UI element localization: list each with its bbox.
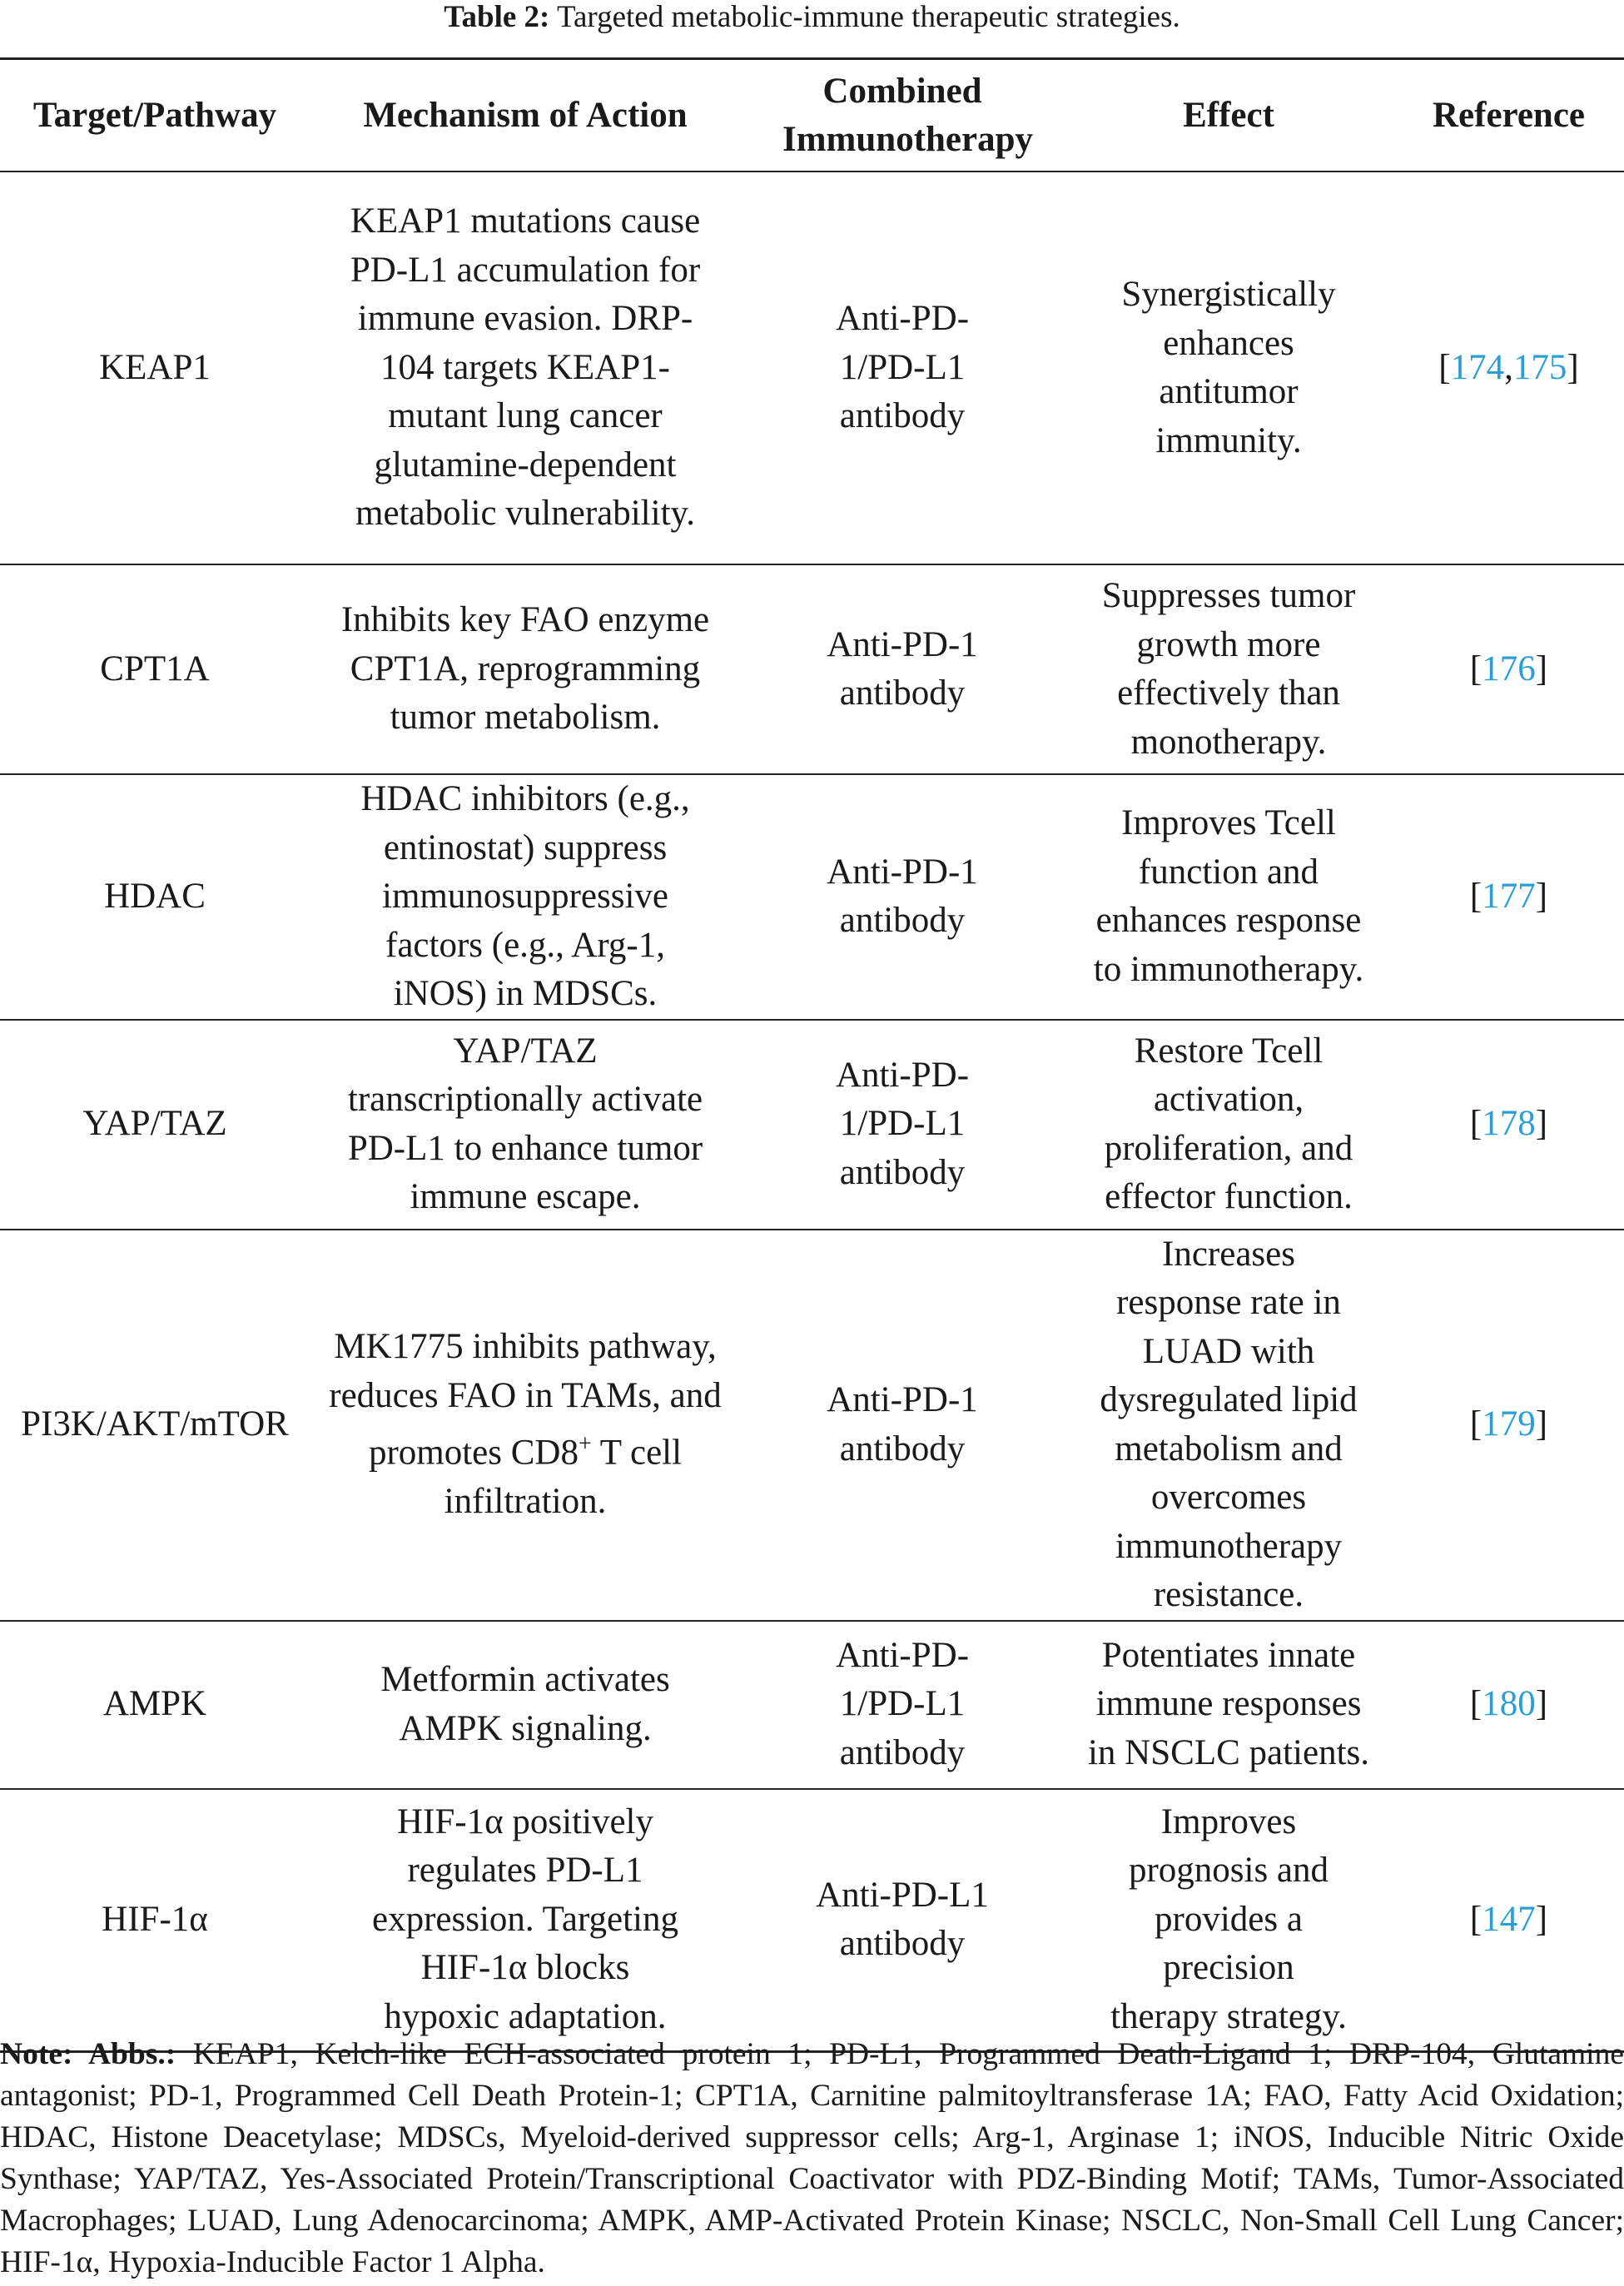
- table-row: [0, 1621, 1624, 1789]
- header-immunotherapy: Combined Immunotherapy: [741, 59, 1064, 172]
- cell-reference: [178]: [1393, 1020, 1624, 1230]
- note-label: Note: Abbs.:: [0, 2037, 176, 2071]
- cell-target: KEAP1: [0, 171, 310, 564]
- table-row: [0, 1789, 1624, 2052]
- reference-link[interactable]: 175: [1512, 347, 1567, 387]
- table-row: [0, 171, 1624, 564]
- header-mechanism: Mechanism of Action: [310, 59, 741, 172]
- cell-mechanism: [310, 1230, 741, 1621]
- cell-effect: Synergistically enhances antitumor immunity.: [1064, 171, 1393, 564]
- cell-reference: [176]: [1393, 564, 1624, 774]
- cell-immunotherapy: Anti-PD-1 antibody: [741, 564, 1064, 774]
- superscript-plus: +: [578, 1431, 592, 1458]
- cell-reference: [177]: [1393, 774, 1624, 1020]
- header-target: Target/Pathway: [0, 59, 310, 172]
- cell-reference: [174,175]: [1393, 171, 1624, 564]
- mechanism-text: MK1775 inhibits pathway, reduces FAO in TAMs, and promotes CD8: [329, 1327, 722, 1473]
- reference-link[interactable]: 147: [1482, 1899, 1536, 1939]
- cell-effect: Improves prognosis and provides a precision therapy strategy.: [1064, 1789, 1393, 2052]
- cell-target: HIF-1α: [0, 1789, 310, 2052]
- cell-mechanism: HIF-1α positively regulates PD-L1 expression. Targeting HIF-1α blocks hypoxic adaptation.: [310, 1789, 741, 2052]
- cell-effect: Increases response rate in LUAD with dysregulated lipid metabolism and overcomes immunotherapy resistance.: [1064, 1230, 1393, 1621]
- cell-reference: [147]: [1393, 1789, 1624, 2052]
- header-reference: Reference: [1393, 59, 1624, 172]
- cell-immunotherapy: Anti-PD-1 antibody: [741, 1230, 1064, 1621]
- cell-effect: Potentiates innate immune responses in NSCLC patients.: [1064, 1621, 1393, 1789]
- reference-link[interactable]: 179: [1482, 1404, 1536, 1444]
- cell-mechanism: KEAP1 mutations cause PD-L1 accumulation for immune evasion. DRP-104 targets KEAP1-mutant lung cancer glutamine-dependent metabolic vulnerability.: [310, 171, 741, 564]
- cell-immunotherapy: Anti-PD-1/PD-L1 antibody: [741, 171, 1064, 564]
- strategies-table: [0, 57, 1624, 2053]
- header-row: [0, 59, 1624, 172]
- cell-effect: Improves Tcell function and enhances response to immunotherapy.: [1064, 774, 1393, 1020]
- cell-mechanism: HDAC inhibitors (e.g., entinostat) suppress immunosuppressive factors (e.g., Arg-1, iNOS) in MDSCs.: [310, 774, 741, 1020]
- reference-link[interactable]: 178: [1482, 1104, 1536, 1144]
- reference-link[interactable]: 174: [1450, 347, 1505, 387]
- cell-target: PI3K/AKT/mTOR: [0, 1230, 310, 1621]
- reference-link[interactable]: 176: [1482, 649, 1536, 688]
- cell-target: CPT1A: [0, 564, 310, 774]
- header-effect: Effect: [1064, 59, 1393, 172]
- cell-target: HDAC: [0, 774, 310, 1020]
- cell-mechanism: YAP/TAZ transcriptionally activate PD-L1 to enhance tumor immune escape.: [310, 1020, 741, 1230]
- cell-reference: [179]: [1393, 1230, 1624, 1621]
- table-row: [0, 1020, 1624, 1230]
- table-row: [0, 774, 1624, 1020]
- cell-effect: Suppresses tumor growth more effectively than monotherapy.: [1064, 564, 1393, 774]
- mechanism-text-end: T cell infiltration.: [444, 1433, 683, 1522]
- cell-immunotherapy: Anti-PD-1 antibody: [741, 774, 1064, 1020]
- table-row: [0, 1230, 1624, 1621]
- note-text: KEAP1, Kelch-like ECH-associated protein 1; PD-L1, Programmed Death-Ligand 1; DRP-104, Glutamine antagonist; PD-1, Programmed Cell Death Protein-1; CPT1A, Carnitine palmitoyltransferase 1A; FAO, Fatty Acid Oxidation; HDAC, Histone Deacetylase; MDSCs, Myeloid-derived suppressor cells; Arg-1, Arginase 1; iNOS, Inducible Nitric Oxide Synthase; YAP/TAZ, Yes-Associated Protein/Transcriptional Coactivator with PDZ-Binding Motif; TAMs, Tumor-Associated Macrophages; LUAD, Lung Adenocarcinoma; AMPK, AMP-Activated Protein Kinase; NSCLC, Non-Small Cell Lung Cancer; HIF-1α, Hypoxia-Inducible Factor 1 Alpha.: [0, 2037, 1624, 2279]
- table-caption: [0, 0, 1624, 35]
- caption-text: Targeted metabolic-immune therapeutic strategies.: [556, 0, 1180, 34]
- cell-effect: Restore Tcell activation, proliferation, and effector function.: [1064, 1020, 1393, 1230]
- cell-mechanism: Metformin activates AMPK signaling.: [310, 1621, 741, 1789]
- cell-target: YAP/TAZ: [0, 1020, 310, 1230]
- table-note: [0, 2034, 1624, 2284]
- table-row: [0, 564, 1624, 774]
- cell-immunotherapy: Anti-PD-1/PD-L1 antibody: [741, 1020, 1064, 1230]
- reference-link[interactable]: 177: [1482, 877, 1536, 916]
- reference-link[interactable]: 180: [1482, 1684, 1536, 1724]
- cell-immunotherapy: Anti-PD-L1 antibody: [741, 1789, 1064, 2052]
- cell-mechanism: Inhibits key FAO enzyme CPT1A, reprogramming tumor metabolism.: [310, 564, 741, 774]
- cell-immunotherapy: Anti-PD-1/PD-L1 antibody: [741, 1621, 1064, 1789]
- cell-reference: [180]: [1393, 1621, 1624, 1789]
- cell-target: AMPK: [0, 1621, 310, 1789]
- caption-label: Table 2:: [444, 0, 550, 34]
